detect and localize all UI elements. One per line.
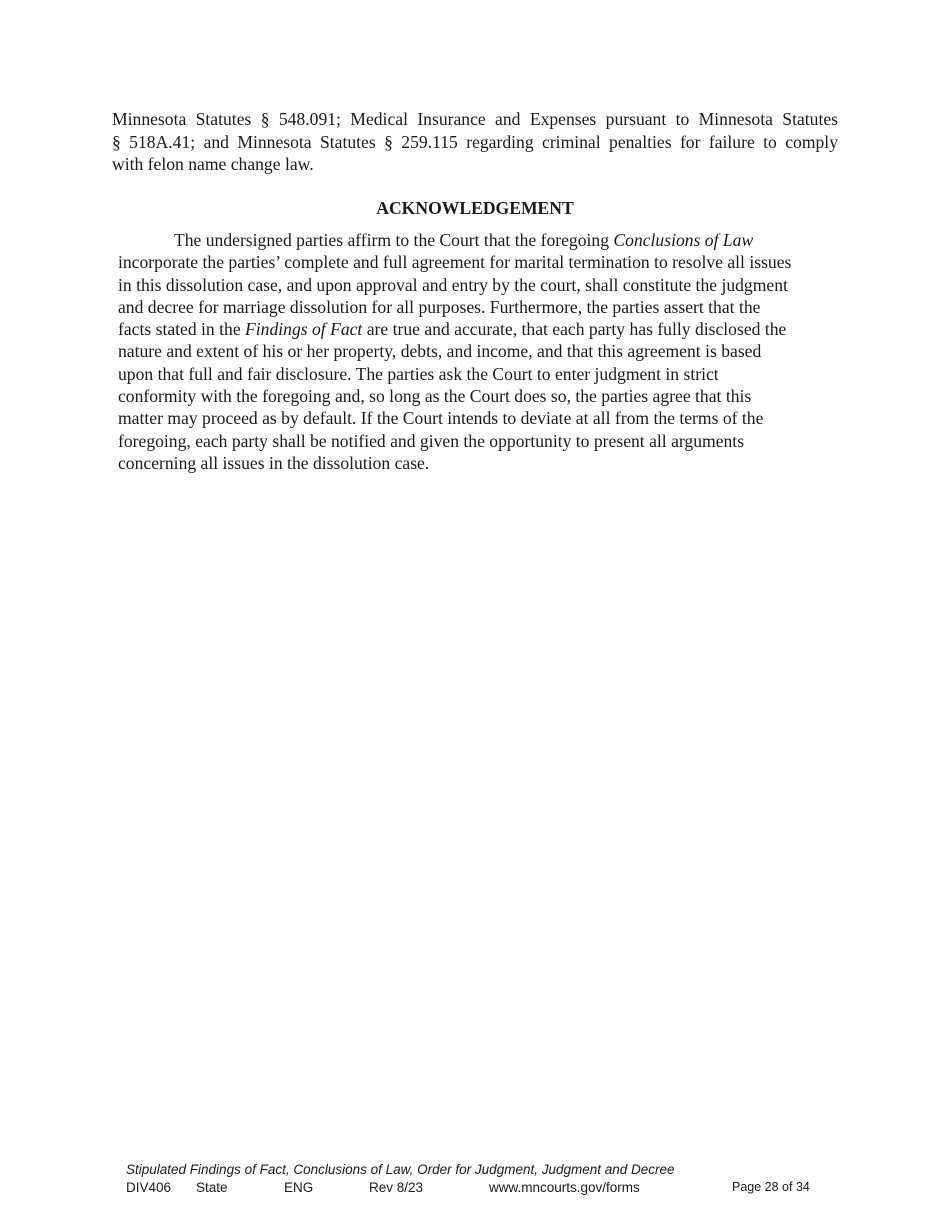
footer-language: ENG: [284, 1180, 314, 1195]
paragraph-line: matter may proceed as by default. If the Court intends to deviate at all from the terms of the: [118, 408, 764, 429]
paragraph-line: [118, 318, 838, 340]
paragraph-line: and decree for marriage dissolution for all purposes. Furthermore, the parties assert that the: [118, 296, 761, 317]
acknowledgement-paragraph: [118, 229, 838, 474]
italic-reference-conclusions: Conclusions of Law: [613, 230, 754, 250]
text-run: facts stated in the: [118, 319, 246, 340]
paragraph-line: concerning all issues in the dissolution case.: [118, 452, 430, 473]
footer-jurisdiction: State: [196, 1180, 228, 1195]
footer-forms-url: www.mncourts.gov/forms: [489, 1180, 640, 1195]
italic-reference-findings: Findings of Fact: [245, 319, 363, 340]
paragraph-line: [118, 229, 838, 251]
footer-page-number: Page 28 of 34: [732, 1180, 810, 1194]
paragraph-line: upon that full and fair disclosure. The parties ask the Court to enter judgment in strict: [118, 363, 719, 384]
page-footer: [126, 1160, 826, 1200]
footer-revision: Rev 8/23: [369, 1180, 424, 1195]
statutes-continuation-paragraph: [112, 108, 838, 176]
footer-meta-row: [126, 1180, 826, 1200]
paragraph-line: conformity with the foregoing and, so long as the Court does so, the parties agree that this: [118, 386, 752, 407]
paragraph-line: with felon name change law.: [112, 154, 314, 174]
paragraph-line: § 518A.41; and Minnesota Statutes § 259.115 regarding criminal penalties for failure to comply: [112, 131, 838, 152]
paragraph-line: foregoing, each party shall be notified and given the opportunity to present all arguments: [118, 430, 745, 451]
section-heading-acknowledgement: ACKNOWLEDGEMENT: [376, 198, 574, 218]
paragraph-line: Minnesota Statutes § 548.091; Medical Insurance and Expenses pursuant to Minnesota Statutes: [112, 109, 838, 129]
footer-form-code: DIV406: [126, 1180, 172, 1195]
paragraph-line: in this dissolution case, and upon approval and entry by the court, shall constitute the judgment: [118, 274, 788, 295]
footer-form-title: Stipulated Findings of Fact, Conclusions of Law, Order for Judgment, Judgment and Decree: [126, 1162, 675, 1177]
paragraph-line: nature and extent of his or her property, debts, and income, and that this agreement is based: [118, 341, 762, 362]
text-run: are true and accurate, that each party has fully disclosed the: [362, 319, 787, 340]
text-run: The undersigned parties affirm to the Court that the foregoing: [174, 230, 614, 250]
paragraph-line: incorporate the parties’ complete and full agreement for marital termination to resolve all issues: [118, 252, 792, 273]
